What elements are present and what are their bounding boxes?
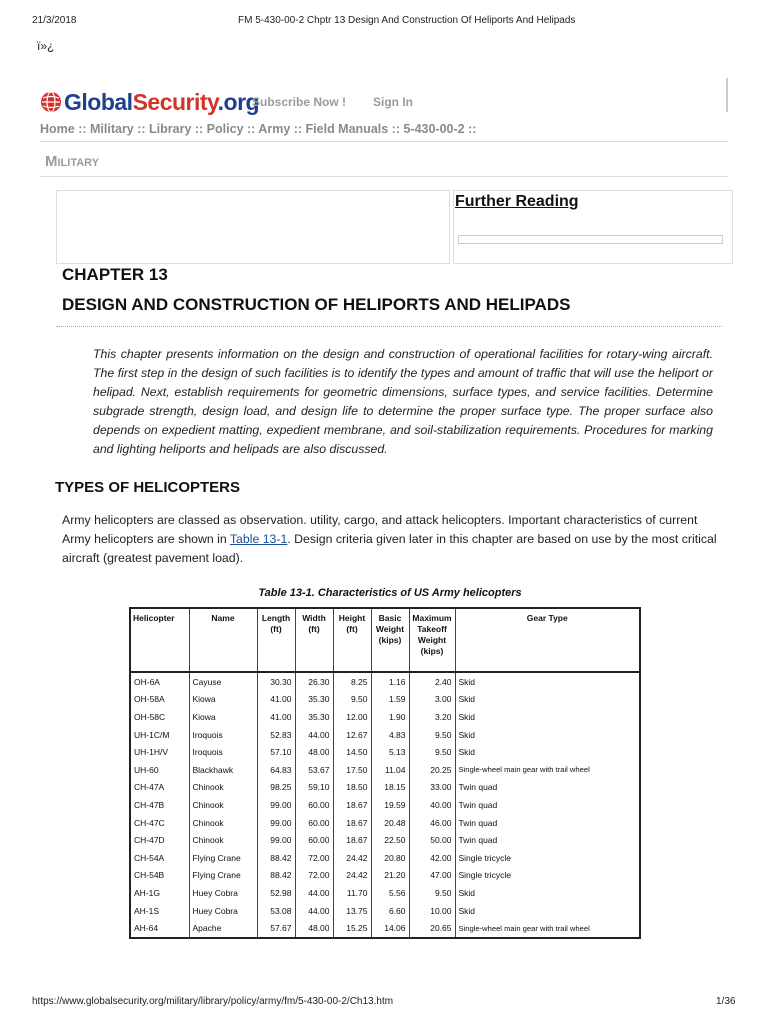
table-cell: 20.65 [409,919,455,938]
table-cell: 99.00 [257,831,295,849]
column-header: Gear Type [455,608,640,672]
helicopter-table [129,607,641,939]
table-cell: Skid [455,672,640,691]
table-cell: 60.00 [295,831,333,849]
table-cell: 18.15 [371,779,409,797]
table-cell: CH-47C [130,814,189,832]
column-header: Helicopter [130,608,189,672]
table-cell: 47.00 [409,867,455,885]
table-cell: 22.50 [371,831,409,849]
table-cell: 8.25 [333,672,371,691]
table-row [130,831,640,849]
table-cell: 35.30 [295,708,333,726]
table-cell: Chinook [189,796,257,814]
table-cell: 9.50 [409,884,455,902]
table-cell: 9.50 [333,691,371,709]
further-reading-heading[interactable]: Further Reading [455,193,579,210]
table-cell: 5.13 [371,743,409,761]
table-cell: 9.50 [409,743,455,761]
table-cell: 72.00 [295,867,333,885]
table-cell: 53.08 [257,902,295,920]
print-title: FM 5-430-00-2 Chptr 13 Design And Construction Of Heliports And Helipads [238,15,576,26]
table-cell: CH-47B [130,796,189,814]
divider [40,141,728,142]
table-row [130,867,640,885]
chapter-number: CHAPTER 13 [62,265,168,284]
table-cell: 17.50 [333,761,371,779]
table-cell: Iroquois [189,743,257,761]
table-cell: 20.48 [371,814,409,832]
table-cell: 24.42 [333,849,371,867]
table-cell: 2.40 [409,672,455,691]
table-cell: 30.30 [257,672,295,691]
column-header: Basic Weight (kips) [371,608,409,672]
table-cell: 41.00 [257,708,295,726]
table-cell: 20.25 [409,761,455,779]
table-cell: Cayuse [189,672,257,691]
table-cell: 18.67 [333,831,371,849]
table-cell: Skid [455,708,640,726]
table-cell: UH-1H/V [130,743,189,761]
table-cell: 1.90 [371,708,409,726]
table-cell: 44.00 [295,902,333,920]
table-cell: CH-54B [130,867,189,885]
print-date: 21/3/2018 [32,15,77,26]
dotted-divider [56,326,722,327]
table-cell: Flying Crane [189,867,257,885]
table-cell: 40.00 [409,796,455,814]
section-heading: TYPES OF HELICOPTERS [55,479,241,496]
table-cell: 99.00 [257,796,295,814]
table-cell: 4.83 [371,726,409,744]
footer-url: https://www.globalsecurity.org/military/library/policy/army/fm/5-430-00-2/Ch13.htm [32,996,394,1007]
table-row [130,796,640,814]
table-link[interactable]: Table 13-1 [229,532,288,546]
table-cell: 98.25 [257,779,295,797]
page-number: 1/36 [716,996,736,1007]
table-row [130,743,640,761]
table-cell: 88.42 [257,867,295,885]
table-caption: Table 13-1. Characteristics of US Army helicopters [258,587,522,599]
breadcrumb[interactable]: Home :: Military :: Library :: Policy :: Army :: Field Manuals :: 5-430-00-2 :: [40,122,477,136]
table-cell: Skid [455,902,640,920]
table-row [130,884,640,902]
encoding-artifact: ï»¿ [37,39,55,53]
table-cell: 46.00 [409,814,455,832]
table-cell: CH-54A [130,849,189,867]
table-row [130,849,640,867]
table-cell: UH-1C/M [130,726,189,744]
table-cell: Blackhawk [189,761,257,779]
table-cell: 6.60 [371,902,409,920]
table-row [130,672,640,691]
table-cell: 13.75 [333,902,371,920]
table-cell: OH-58A [130,691,189,709]
table-cell: 18.67 [333,814,371,832]
table-cell: 60.00 [295,796,333,814]
globe-icon [40,91,62,113]
column-header: Maximum Takeoff Weight (kips) [409,608,455,672]
table-cell: Single-wheel main gear with trail wheel [455,761,640,779]
table-cell: 35.30 [295,691,333,709]
table-cell: 9.50 [409,726,455,744]
signin-link[interactable]: Sign In [373,95,413,109]
table-cell: Twin quad [455,796,640,814]
table-cell: 53.67 [295,761,333,779]
table-cell: 19.59 [371,796,409,814]
table-cell: 60.00 [295,814,333,832]
column-header: Width (ft) [295,608,333,672]
table-cell: Single tricycle [455,867,640,885]
table-cell: Single-wheel main gear with trail wheel [455,919,640,938]
table-cell: Skid [455,691,640,709]
table-cell: 88.42 [257,849,295,867]
table-cell: 5.56 [371,884,409,902]
table-cell: Huey Cobra [189,902,257,920]
table-row [130,919,640,938]
table-cell: Huey Cobra [189,884,257,902]
table-cell: 57.10 [257,743,295,761]
column-header: Length (ft) [257,608,295,672]
table-cell: 15.25 [333,919,371,938]
table-cell: AH-1G [130,884,189,902]
table-row [130,726,640,744]
logo-text-security: Security [132,88,218,115]
table-cell: 44.00 [295,884,333,902]
table-cell: 1.16 [371,672,409,691]
table-cell: Chinook [189,814,257,832]
table-cell: Kiowa [189,691,257,709]
column-header: Name [189,608,257,672]
table-cell: 50.00 [409,831,455,849]
table-row [130,902,640,920]
logo-text-global: Global [64,88,133,115]
table-cell: AH-64 [130,919,189,938]
table-cell: Twin quad [455,814,640,832]
table-row [130,814,640,832]
header-edge-divider [726,78,728,112]
table-cell: Iroquois [189,726,257,744]
table-cell: 48.00 [295,919,333,938]
table-cell: AH-1S [130,902,189,920]
table-row [130,761,640,779]
table-cell: 11.70 [333,884,371,902]
table-cell: 64.83 [257,761,295,779]
table-cell: 14.50 [333,743,371,761]
table-cell: 52.98 [257,884,295,902]
chapter-title: DESIGN AND CONSTRUCTION OF HELIPORTS AND HELIPADS [62,295,571,314]
table-cell: 18.50 [333,779,371,797]
column-header: Height (ft) [333,608,371,672]
intro-paragraph: This chapter presents information on the design and construction of operational facilities for rotary-wing aircraft. The first step in the design of such facilities is to identify the types and amount of traffic that will use the heliport or helipad. Next, establish requirements for geometric dimensions, surface types, and service facilities. Determine subgrade strength, design load, and design life to determine the proper surface type. The proper surface also depends on expedient matting, expedient membrane, and soil-stabilization requirements. Procedures for marking and lighting heliports and helipads are also discussed. [93,347,713,456]
table-cell: 57.67 [257,919,295,938]
table-cell: Skid [455,743,640,761]
table-cell: 24.42 [333,867,371,885]
ad-placeholder [56,190,450,264]
table-cell: 44.00 [295,726,333,744]
logo-text-org: .org [217,88,260,115]
section-paragraph: Army helicopters are classed as observation. utility, cargo, and attack helicopters. Important characteristics of current Army helicopters are shown in Table 13-1. Design criteria given later in this chapter are based on use by the most critical aircraft (greatest pavement load). [62,513,717,565]
table-cell: 3.20 [409,708,455,726]
table-row [130,691,640,709]
table-header-row [130,608,640,672]
section-label: Military [45,153,100,170]
subscribe-link[interactable]: Subscribe Now ! [252,95,347,109]
table-cell: Twin quad [455,779,640,797]
table-cell: 10.00 [409,902,455,920]
table-cell: 99.00 [257,814,295,832]
table-cell: CH-47A [130,779,189,797]
table-cell: Chinook [189,831,257,849]
table-cell: 14.06 [371,919,409,938]
table-cell: 42.00 [409,849,455,867]
table-cell: 1.59 [371,691,409,709]
table-cell: 41.00 [257,691,295,709]
table-cell: 72.00 [295,849,333,867]
table-cell: Skid [455,726,640,744]
table-cell: CH-47D [130,831,189,849]
table-cell: Chinook [189,779,257,797]
table-cell: OH-58C [130,708,189,726]
table-cell: UH-60 [130,761,189,779]
table-cell: 12.67 [333,726,371,744]
divider [40,176,728,177]
table-cell: 21.20 [371,867,409,885]
table-cell: Apache [189,919,257,938]
table-cell: 33.00 [409,779,455,797]
table-cell: 3.00 [409,691,455,709]
table-cell: 11.04 [371,761,409,779]
table-cell: Single tricycle [455,849,640,867]
table-cell: 48.00 [295,743,333,761]
table-cell: 20.80 [371,849,409,867]
table-cell: Twin quad [455,831,640,849]
table-cell: 18.67 [333,796,371,814]
site-logo[interactable] [40,87,259,117]
table-row [130,708,640,726]
table-cell: Flying Crane [189,849,257,867]
table-cell: Kiowa [189,708,257,726]
table-cell: 26.30 [295,672,333,691]
further-reading-bar [458,235,723,244]
table-cell: 52.83 [257,726,295,744]
table-row [130,779,640,797]
table-cell: Skid [455,884,640,902]
table-cell: 59.10 [295,779,333,797]
table-cell: 12.00 [333,708,371,726]
table-cell: OH-6A [130,672,189,691]
